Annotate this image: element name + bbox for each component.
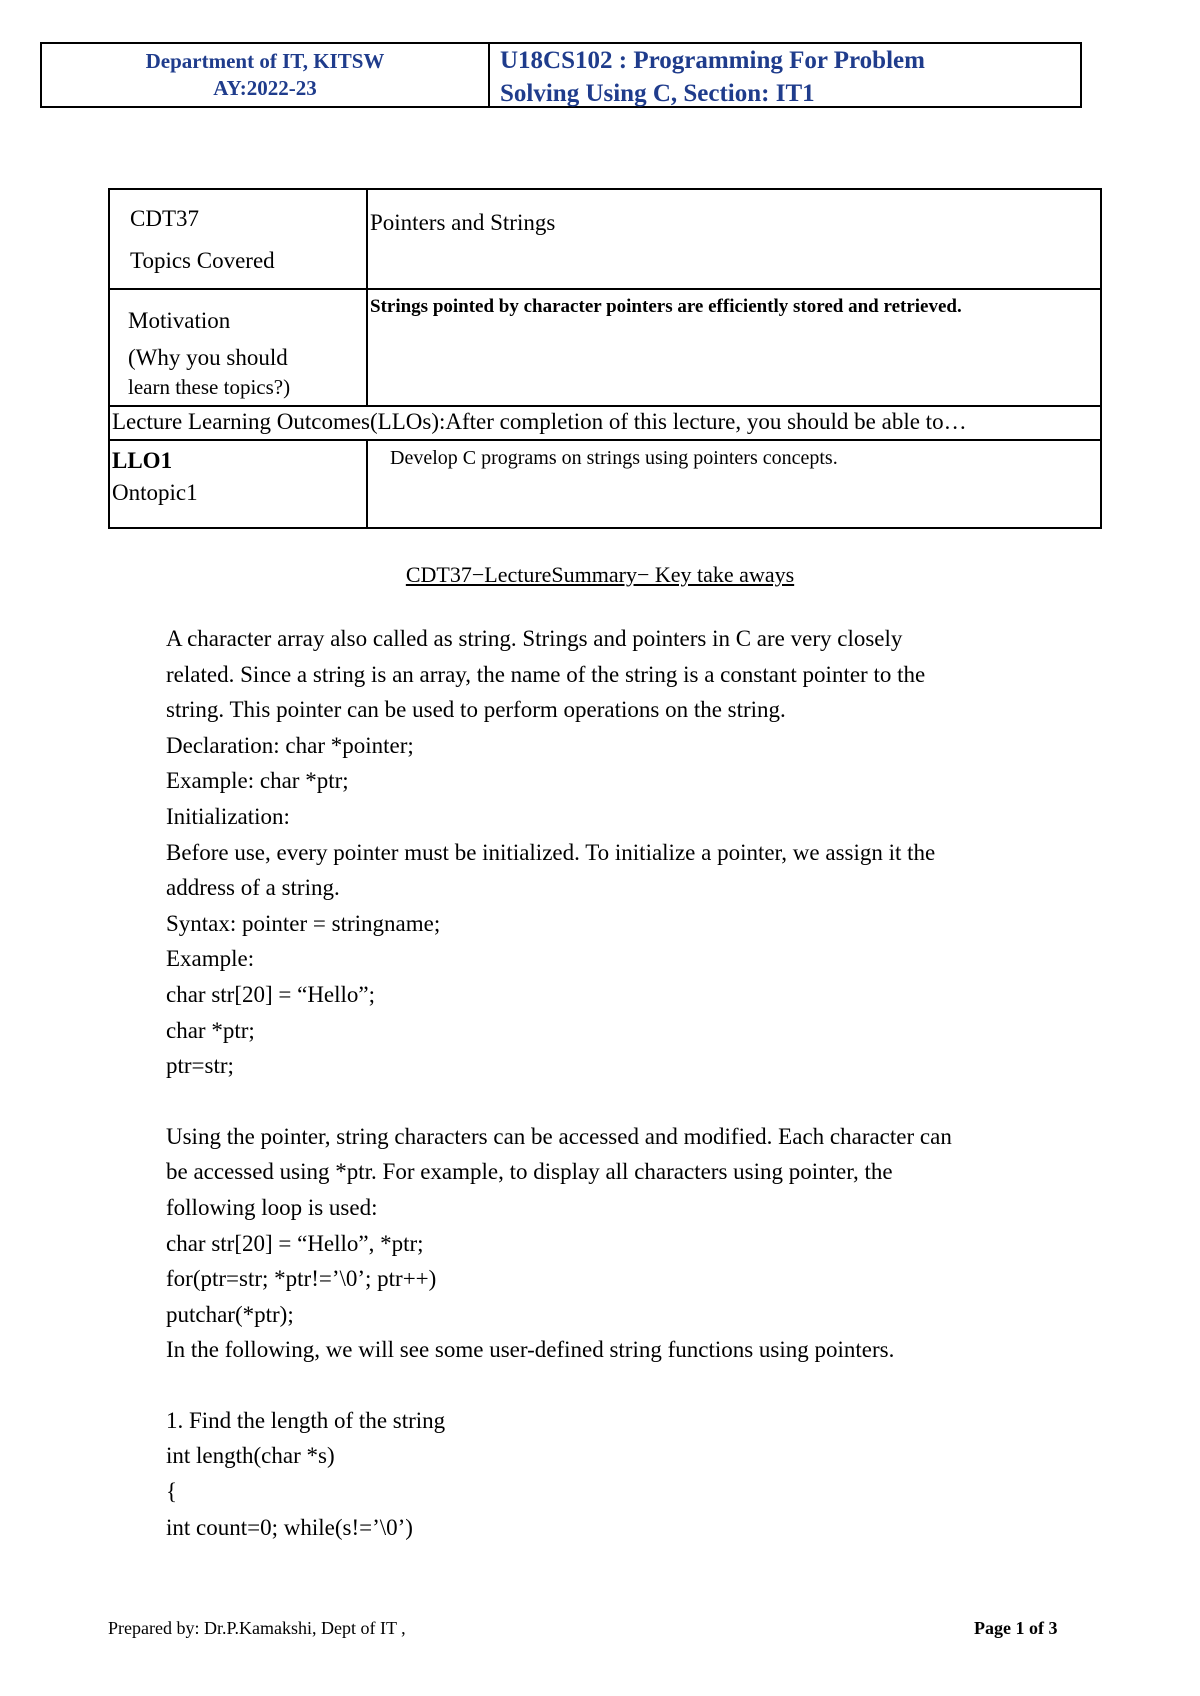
summary-title: CDT37−LectureSummary− Key take aways	[405, 562, 795, 587]
body-line: Example:	[166, 946, 255, 972]
body-line: be accessed using *ptr. For example, to display all characters using pointer, the	[166, 1159, 893, 1185]
info-table	[108, 188, 1102, 529]
header-course-cell	[490, 44, 1080, 106]
footer-page-number: Page 1 of 3	[974, 1618, 1058, 1638]
topics-label: Topics Covered	[130, 248, 275, 273]
topics-row	[109, 189, 1101, 289]
body-line: char str[20] = “Hello”;	[166, 981, 376, 1007]
llo-id-cell	[109, 440, 367, 528]
body-line: putchar(*ptr);	[166, 1301, 294, 1327]
motivation-sub2: learn these topics?)	[128, 375, 291, 399]
body-line: char str[20] = “Hello”, *ptr;	[166, 1230, 424, 1256]
header-ay: AY:2022-23	[213, 76, 317, 100]
footer-prepared-by: Prepared by: Dr.P.Kamakshi, Dept of IT ,	[108, 1618, 406, 1638]
llo-id: LLO1	[112, 448, 173, 473]
body-line: char *ptr;	[166, 1017, 255, 1043]
topics-value: Pointers and Strings	[367, 189, 1101, 289]
llo-heading-row	[109, 406, 1101, 440]
body-line: In the following, we will see some user-defined string functions using pointers.	[166, 1337, 895, 1363]
header-dept: Department of IT, KITSW	[145, 49, 385, 73]
body-line: A character array also called as string. Strings and pointers in C are very closely	[166, 626, 903, 651]
motivation-label-cell	[109, 289, 367, 406]
body-line: Before use, every pointer must be initialized. To initialize a pointer, we assign it the	[166, 839, 936, 865]
body-line: Declaration: char *pointer;	[166, 732, 414, 758]
document-header	[40, 42, 1082, 108]
body-line	[166, 1368, 1096, 1403]
body-line: Example: char *ptr;	[166, 768, 349, 794]
body-line: int count=0; while(s!=’\0’)	[166, 1514, 413, 1540]
motivation-row	[109, 289, 1101, 406]
body-line: address of a string.	[166, 875, 340, 901]
header-course-line1: U18CS102 : Programming For Problem	[500, 47, 925, 74]
body-line: {	[166, 1479, 178, 1505]
motivation-label: Motivation	[128, 308, 231, 333]
llo-heading: Lecture Learning Outcomes(LLOs):After completion of this lecture, you should be able to…	[109, 406, 1101, 440]
summary-body	[166, 621, 1096, 1545]
header-course-line2: Solving Using C, Section: IT1	[500, 80, 815, 107]
header-department-cell	[42, 44, 490, 106]
topics-label-cell	[109, 189, 367, 289]
motivation-value: Strings pointed by character pointers are efficiently stored and retrieved.	[367, 289, 1101, 406]
body-line	[166, 1084, 1096, 1119]
motivation-sub1: (Why you should	[128, 345, 288, 370]
body-line: int length(char *s)	[166, 1443, 335, 1469]
llo-value: Develop C programs on strings using pointers concepts.	[367, 440, 1101, 528]
llo-topic: Ontopic1	[112, 480, 198, 505]
body-line: for(ptr=str; *ptr!=’\0’; ptr++)	[166, 1266, 437, 1292]
body-line: Using the pointer, string characters can be accessed and modified. Each character can	[166, 1123, 952, 1149]
body-line: 1. Find the length of the string	[166, 1407, 446, 1433]
body-line: Initialization:	[166, 803, 290, 829]
body-line: following loop is used:	[166, 1194, 378, 1220]
cdt-code: CDT37	[130, 206, 199, 231]
body-line: ptr=str;	[166, 1053, 234, 1079]
body-line: string. This pointer can be used to perform operations on the string.	[166, 697, 786, 723]
llo-row	[109, 440, 1101, 528]
body-line: related. Since a string is an array, the name of the string is a constant pointer to the	[166, 661, 926, 687]
body-line: Syntax: pointer = stringname;	[166, 910, 441, 936]
